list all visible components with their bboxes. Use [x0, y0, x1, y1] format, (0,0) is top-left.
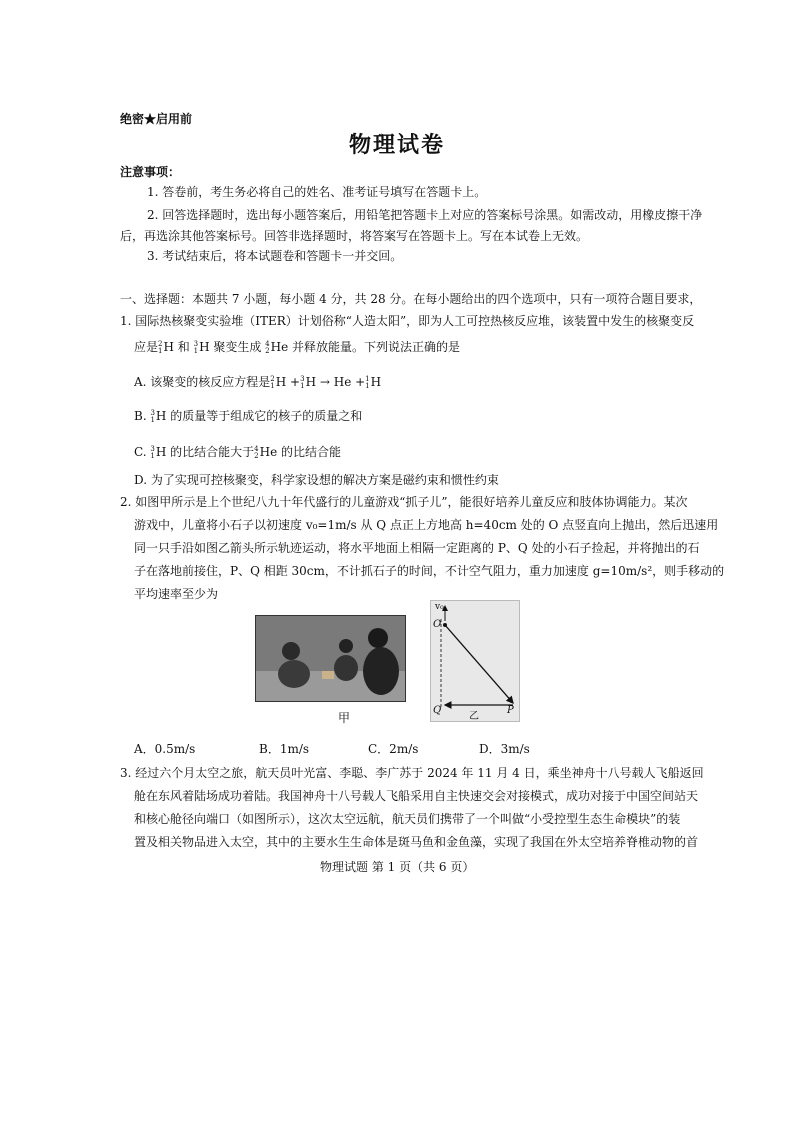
- q2-stem: 子在落地前接住，P、Q 相距 30cm，不计抓石子的时间，不计空气阻力，重力加速度 g=10m/s²，则手移动的: [134, 564, 725, 578]
- q2-option-c: C．2m/s: [368, 742, 419, 756]
- q2-option-d: D．3m/s: [479, 742, 530, 756]
- q1-option-d: D. 为了实现可控核聚变，科学家设想的解决方案是磁约束和惯性约束: [134, 473, 499, 487]
- figure-jia-label: 甲: [338, 711, 351, 725]
- q2-option-b: B．1m/s: [259, 742, 310, 756]
- q1-stem-line2: 应是 2 1 H 和 3 1 H 聚变生成 4 2 He 并释放能量。下列说法正确的是: [134, 339, 461, 355]
- q3-stem: 舱在东风着陆场成功着陆。我国神舟十八号载人飞船采用自主快速交会对接模式，成功对接于中国空间站天: [134, 789, 699, 803]
- point-o-label: O: [433, 619, 442, 630]
- trajectory-diagram: [430, 600, 520, 722]
- q2-stem: 同一只手沿如图乙箭头所示轨迹运动，将水平地面上相隔一定距离的 P、Q 处的小石子捡起，并将抛出的石: [134, 541, 700, 555]
- q1-stem: 1. 国际热核聚变实验堆（ITER）计划俗称“人造太阳”，即为人工可控热核反应堆，该装置中发生的核聚变反: [120, 314, 695, 328]
- photo-silhouettes: [256, 616, 405, 701]
- notice-item: 后，再选涂其他答案标号。回答非选择题时，将答案写在答题卡上。写在本试卷上无效。: [120, 229, 589, 243]
- children-game-photo: [255, 615, 406, 702]
- q2-option-a: A．0.5m/s: [134, 742, 196, 756]
- section-heading: 一、选择题：本题共 7 小题，每小题 4 分，共 28 分。在每小题给出的四个选项中，只有一项符合题目要求，: [120, 292, 702, 306]
- point-p-label: P: [507, 705, 514, 716]
- q3-stem: 和核心舱径向端口（如图所示），这次太空远航，航天员们携带了一个叫做“小受控型生态生命模块”的装: [134, 812, 681, 826]
- notice-item: 1. 答卷前，考生务必将自己的姓名、准考证号填写在答题卡上。: [147, 185, 487, 199]
- q1-option-a: A. 该聚变的核反应方程是 2 1 H + 3 1 H → He + 1 1 H: [134, 374, 382, 390]
- q1-option-b: B. 3 1 H 的质量等于组成它的核子的质量之和: [134, 408, 363, 424]
- q2-stem: 平均速率至少为: [134, 587, 219, 601]
- q2-stem: 2. 如图甲所示是上个世纪八九十年代盛行的儿童游戏“抓子儿”，能很好培养儿童反应和肢体协调能力。某次: [120, 495, 688, 509]
- notice-item: 2. 回答选择题时，选出每小题答案后，用铅笔把答题卡上对应的答案标号涂黑。如需改动，用橡皮擦干净: [147, 208, 703, 222]
- point-q-label: Q: [433, 705, 442, 716]
- q3-stem: 3. 经过六个月太空之旅，航天员叶光富、李聪、李广苏于 2024 年 11 月 4 日，乘坐神舟十八号载人飞船返回: [120, 766, 704, 780]
- confidential-label: 绝密★启用前: [120, 112, 193, 126]
- page-title: 物理试卷: [349, 132, 446, 158]
- notice-item: 3. 考试结束后，将本试题卷和答题卡一并交回。: [147, 249, 403, 263]
- trajectory-svg: [431, 601, 519, 721]
- notice-heading: 注意事项：: [120, 165, 181, 179]
- q1-option-c: C. 3 1 H 的比结合能大于 4 2 He 的比结合能: [134, 444, 341, 460]
- q3-stem: 置及相关物品进入太空，其中的主要水生生命体是斑马鱼和金鱼藻，实现了我国在外太空培养脊椎动物的首: [134, 835, 699, 849]
- v0-label: v₀: [435, 602, 444, 612]
- q2-stem: 游戏中，儿童将小石子以初速度 v₀=1m/s 从 Q 点正上方地高 h=40cm 处的 O 点竖直向上抛出，然后迅速用: [134, 518, 719, 532]
- page-footer: 物理试题 第 1 页（共 6 页）: [320, 860, 475, 874]
- figure-yi-label: 乙: [469, 711, 479, 722]
